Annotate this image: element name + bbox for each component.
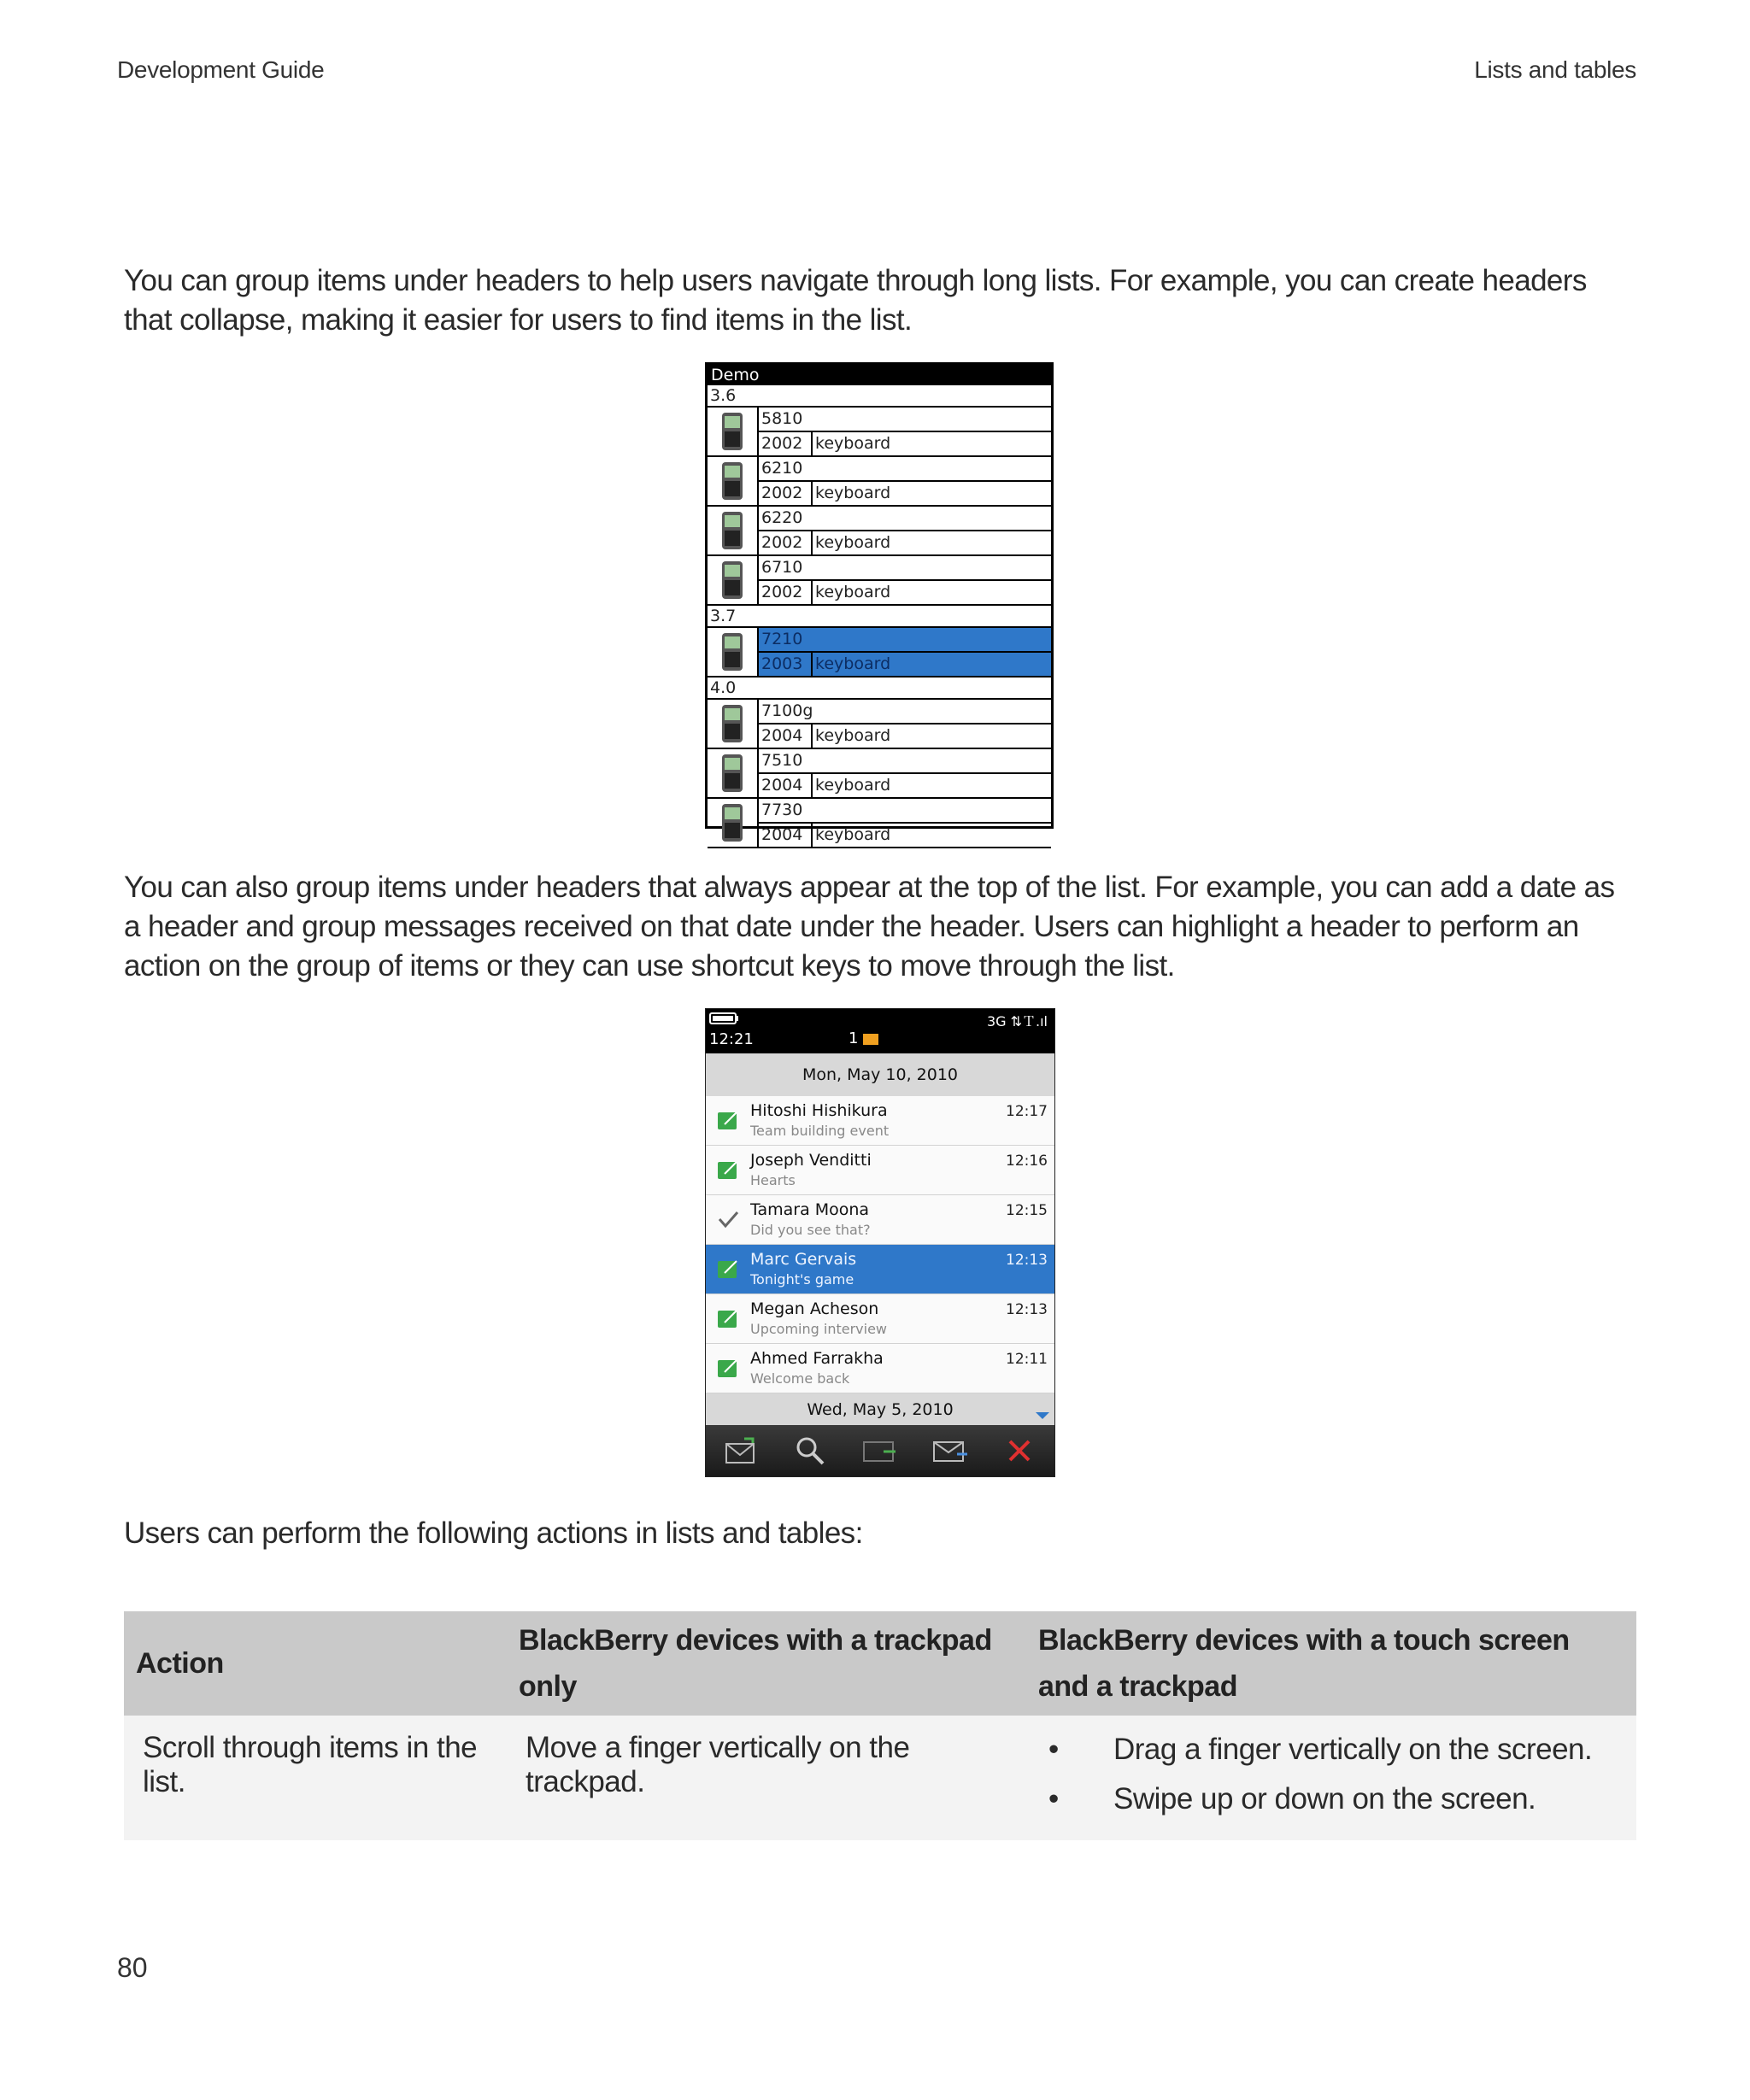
- status-bar: [706, 1009, 1054, 1053]
- message-row[interactable]: [706, 1245, 1054, 1294]
- device-year: 2004: [759, 824, 813, 847]
- table-header-row: [124, 1611, 1636, 1716]
- list-item[interactable]: [708, 457, 1051, 507]
- sender-name: Ahmed Farrakha: [750, 1349, 884, 1368]
- device-model: 6710: [759, 556, 1051, 581]
- new-message-count: 1: [849, 1029, 878, 1047]
- table-row: [124, 1716, 1636, 1840]
- collapsible-list-screenshot: [705, 362, 1054, 844]
- device-input: keyboard: [815, 825, 891, 844]
- device-year: 2002: [759, 432, 813, 455]
- date-header-2[interactable]: Wed, May 5, 2010: [706, 1393, 1054, 1426]
- message-subject: Tonight's game: [750, 1271, 854, 1288]
- device-input: keyboard: [815, 484, 891, 502]
- message-time: 12:11: [1006, 1351, 1048, 1368]
- device-thumbnail-icon: [708, 556, 759, 604]
- unread-mail-icon: [716, 1159, 740, 1181]
- paragraph-actions-intro: Users can perform the following actions in lists and tables:: [124, 1516, 863, 1550]
- list-item: • Drag a finger vertically on the screen.: [1045, 1731, 1618, 1769]
- column-header-action: Action: [124, 1611, 507, 1716]
- message-subject: Upcoming interview: [750, 1321, 887, 1337]
- compose-icon[interactable]: [724, 1434, 758, 1468]
- device-thumbnail-icon: [708, 700, 759, 748]
- checkmark-icon: [716, 1208, 740, 1230]
- message-time: 12:13: [1006, 1301, 1048, 1318]
- message-row[interactable]: [706, 1294, 1054, 1344]
- unread-mail-icon: [716, 1307, 740, 1329]
- device-model: 6210: [759, 457, 1051, 482]
- sender-name: Joseph Venditti: [750, 1151, 872, 1170]
- message-list: [706, 1096, 1054, 1393]
- device-input: keyboard: [815, 533, 891, 552]
- message-row[interactable]: [706, 1344, 1054, 1393]
- device-input: keyboard: [815, 434, 891, 453]
- device-model: 7510: [759, 749, 1051, 774]
- message-time: 12:17: [1006, 1103, 1048, 1120]
- group-header[interactable]: 3.7: [708, 606, 1051, 628]
- group-header[interactable]: 3.6: [708, 385, 1051, 408]
- message-list-screenshot: [705, 1008, 1055, 1477]
- envelope-icon: [863, 1034, 878, 1045]
- list-item[interactable]: [708, 556, 1051, 606]
- message-row[interactable]: [706, 1195, 1054, 1245]
- list-item[interactable]: [708, 408, 1051, 457]
- running-header-right: Lists and tables: [1474, 56, 1636, 83]
- device-input: keyboard: [815, 726, 891, 745]
- device-year: 2004: [759, 724, 813, 748]
- list-item[interactable]: [708, 700, 1051, 749]
- cell-action: Scroll through items in the list.: [124, 1716, 507, 1840]
- device-input: keyboard: [815, 654, 891, 673]
- device-model: 7100g: [759, 700, 1051, 724]
- message-time: 12:16: [1006, 1153, 1048, 1170]
- device-model: 7730: [759, 799, 1051, 824]
- device-thumbnail-icon: [708, 799, 759, 847]
- device-year: 2003: [759, 653, 813, 676]
- actions-table: [124, 1611, 1636, 1840]
- list-title: Demo: [708, 365, 1051, 385]
- device-model: 7210: [759, 628, 1051, 653]
- list-item[interactable]: [708, 749, 1051, 799]
- network-indicator: 3G ⇅Ｔ.ıl: [986, 1013, 1048, 1029]
- device-year: 2002: [759, 581, 813, 604]
- list-item[interactable]: [708, 628, 1051, 678]
- device-model: 5810: [759, 408, 1051, 432]
- device-thumbnail-icon: [708, 628, 759, 676]
- paragraph-collapsible-headers: You can group items under headers to help users navigate through long lists. For example, you can create headers that collapse, making it easier for users to find items in the list.: [124, 264, 1587, 337]
- group-header[interactable]: 4.0: [708, 678, 1051, 700]
- search-icon[interactable]: [793, 1434, 827, 1468]
- list-item: • Swipe up or down on the screen.: [1045, 1780, 1618, 1818]
- cell-trackpad: Move a finger vertically on the trackpad.: [507, 1716, 1026, 1840]
- device-model: 6220: [759, 507, 1051, 531]
- sender-name: Marc Gervais: [750, 1250, 857, 1269]
- list-item[interactable]: [708, 799, 1051, 848]
- message-subject: Did you see that?: [750, 1222, 871, 1238]
- list-item[interactable]: [708, 507, 1051, 556]
- device-thumbnail-icon: [708, 408, 759, 455]
- unread-mail-icon: [716, 1109, 740, 1131]
- device-input: keyboard: [815, 583, 891, 601]
- device-year: 2002: [759, 531, 813, 554]
- delete-icon[interactable]: [1002, 1434, 1036, 1468]
- sender-name: Hitoshi Hishikura: [750, 1101, 888, 1120]
- cell-touch: [1026, 1716, 1636, 1840]
- unread-mail-icon: [716, 1258, 740, 1280]
- message-row[interactable]: [706, 1146, 1054, 1195]
- message-subject: Welcome back: [750, 1370, 850, 1387]
- message-subject: Team building event: [750, 1123, 890, 1139]
- message-row[interactable]: [706, 1096, 1054, 1146]
- forward-mail-icon[interactable]: [933, 1434, 967, 1468]
- sender-name: Tamara Moona: [750, 1200, 870, 1219]
- device-input: keyboard: [815, 776, 891, 795]
- battery-icon: [709, 1012, 740, 1024]
- device-thumbnail-icon: [708, 457, 759, 505]
- sender-name: Megan Acheson: [750, 1299, 879, 1318]
- device-thumbnail-icon: [708, 507, 759, 554]
- message-subject: Hearts: [750, 1172, 796, 1188]
- scroll-down-icon: [1036, 1412, 1049, 1419]
- column-header-trackpad: BlackBerry devices with a trackpad only: [507, 1611, 1026, 1716]
- status-time: 12:21: [709, 1030, 754, 1048]
- signal-icon: ⇅Ｔ.ıl: [1010, 1013, 1048, 1029]
- unread-mail-icon: [716, 1357, 740, 1379]
- column-header-touch: BlackBerry devices with a touch screen and a trackpad: [1026, 1611, 1636, 1716]
- toolbar: [706, 1425, 1054, 1476]
- running-header-left: Development Guide: [117, 56, 325, 83]
- mark-read-icon[interactable]: [863, 1434, 897, 1468]
- page-number: 80: [117, 1952, 148, 1983]
- device-year: 2002: [759, 482, 813, 505]
- device-year: 2004: [759, 774, 813, 797]
- date-header[interactable]: Mon, May 10, 2010: [706, 1053, 1054, 1096]
- message-time: 12:15: [1006, 1202, 1048, 1219]
- message-time: 12:13: [1006, 1252, 1048, 1269]
- paragraph-fixed-headers: You can also group items under headers that always appear at the top of the list. For example, you can add a date as a header and group messages received on that date under the header. Users can highlight a header to perform an action on the group of items or they can use shortcut keys to move through the list.: [124, 871, 1615, 983]
- device-thumbnail-icon: [708, 749, 759, 797]
